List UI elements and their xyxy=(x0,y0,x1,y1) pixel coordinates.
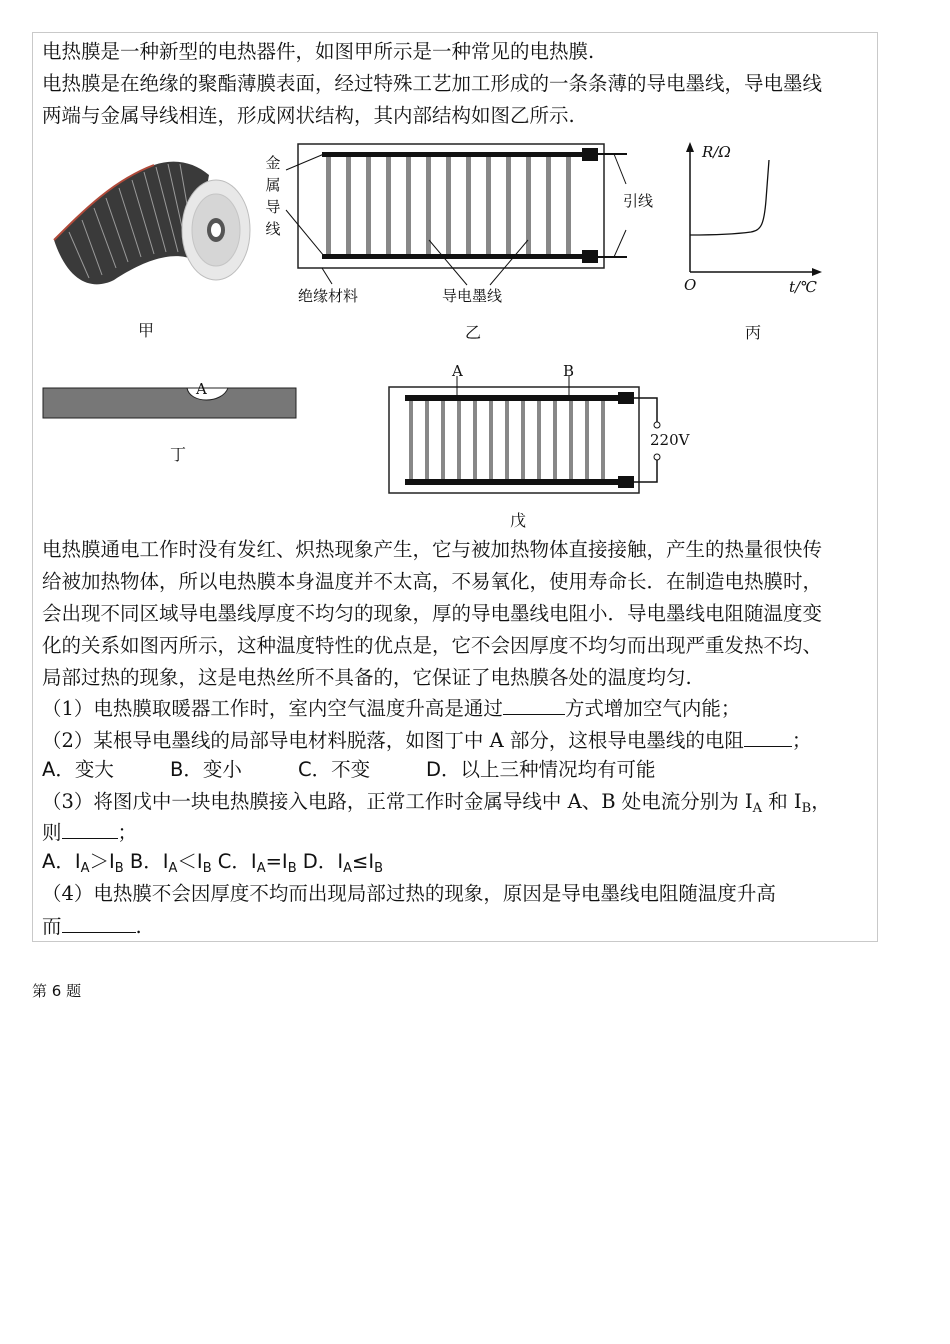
wu-voltage: 220V xyxy=(650,431,690,449)
question-number: 第 6 题 xyxy=(32,982,82,1000)
question-4: （4）电热膜不会因厚度不均而出现局部过热的现象，原因是导电墨线电阻随温度升高 xyxy=(42,882,776,905)
question-1 xyxy=(42,696,740,721)
figure-ding-broken-line xyxy=(42,378,302,423)
caption-ding: 丁 xyxy=(170,445,187,464)
caption-bing: 丙 xyxy=(745,323,762,342)
q2-text: （2）某根导电墨线的局部导电材料脱落，如图丁中 A 部分，这根导电墨线的电阻 xyxy=(42,729,744,752)
figure-yi-structure xyxy=(282,140,642,300)
q3-answer-blank[interactable] xyxy=(62,820,118,839)
q2-option-a[interactable]: A．变大 xyxy=(42,758,114,781)
q3-sub-b: B xyxy=(801,801,812,816)
body-line-3: 会出现不同区域导电墨线厚度不均匀的现象，厚的导电墨线电阻小．导电墨线电阻随温度变 xyxy=(42,602,823,625)
q2-options xyxy=(42,758,656,782)
q3-options xyxy=(42,850,383,881)
label-conductive-ink: 导电墨线 xyxy=(442,287,503,305)
q2-text-end: ； xyxy=(791,729,812,752)
wu-point-a: A xyxy=(452,362,463,380)
intro-line-3: 两端与金属导线相连，形成网状结构，其内部结构如图乙所示. xyxy=(42,104,575,127)
figure-bing-graph xyxy=(676,140,826,290)
q3-text: （3）将图戊中一块电热膜接入电路，正常工作时金属导线中 A、B 处电流分别为 I xyxy=(42,790,753,813)
caption-wu: 戊 xyxy=(510,511,527,530)
graph-t-axis-label: t/℃ xyxy=(789,278,817,296)
q2-option-d[interactable]: D．以上三种情况均有可能 xyxy=(426,758,656,781)
body-line-4: 化的关系如图丙所示，这种温度特性的优点是，它不会因厚度不均匀而出现严重发热不均、 xyxy=(42,634,823,657)
q2-option-b[interactable]: B．变小 xyxy=(170,758,242,781)
q3-sub-a: A xyxy=(752,801,763,816)
label-lead: 引线 xyxy=(623,192,654,210)
graph-r-axis-label: R/Ω xyxy=(702,143,731,161)
q2-answer-blank[interactable] xyxy=(744,728,792,747)
label-insulation: 绝缘材料 xyxy=(298,287,359,305)
intro-line-1: 电热膜是一种新型的电热器件，如图甲所示是一种常见的电热膜. xyxy=(42,40,595,63)
q1-answer-blank[interactable] xyxy=(503,696,565,715)
q3-and: 和 I xyxy=(762,790,802,813)
q3-end: ， xyxy=(811,790,831,813)
q3-option-c[interactable]: C．$I_A=I_B$ xyxy=(211,850,297,876)
q3-option-d[interactable]: D．$I_A\le I_B$ xyxy=(296,850,383,876)
intro-line-2: 电热膜是在绝缘的聚酯薄膜表面，经过特殊工艺加工形成的一条条薄的导电墨线，导电墨线 xyxy=(42,72,823,95)
q3-then: 则 xyxy=(42,821,62,844)
q3-option-a[interactable]: A．$I_A>I_B$ xyxy=(42,850,124,876)
q4-answer-blank[interactable] xyxy=(62,914,136,933)
graph-origin: O xyxy=(684,276,697,294)
body-line-2: 给被加热物体，所以电热膜本身温度并不太高，不易氧化，使用寿命长．在制造电热膜时， xyxy=(42,570,823,593)
caption-jia: 甲 xyxy=(138,321,155,340)
q2-option-c[interactable]: C．不变 xyxy=(298,758,371,781)
q1-text: （1）电热膜取暖器工作时，室内空气温度升高是通过 xyxy=(42,697,503,720)
question-2 xyxy=(42,728,811,753)
q3-option-b[interactable]: B．$I_A<I_B$ xyxy=(123,850,212,876)
question-4-line-2 xyxy=(42,914,142,939)
q4-text: 而 xyxy=(42,915,62,938)
ding-point-a: A xyxy=(196,380,207,398)
label-metal-wire: 金 属 导 线 xyxy=(265,154,281,238)
wu-point-b: B xyxy=(563,362,575,380)
q1-text-end: 方式增加空气内能； xyxy=(564,697,741,720)
body-line-1: 电热膜通电工作时没有发红、炽热现象产生，它与被加热物体直接接触，产生的热量很快传 xyxy=(42,538,823,561)
question-3 xyxy=(42,790,831,821)
question-3-line-2 xyxy=(42,820,137,845)
q4-end: . xyxy=(135,915,142,938)
body-line-5: 局部过热的现象，这是电热丝所不具备的，它保证了电热膜各处的温度均匀. xyxy=(42,666,692,689)
q3-line2-end: ； xyxy=(117,821,138,844)
caption-yi: 乙 xyxy=(465,323,482,342)
figure-wu-circuit xyxy=(385,362,685,502)
figure-jia-film-roll xyxy=(44,140,254,300)
